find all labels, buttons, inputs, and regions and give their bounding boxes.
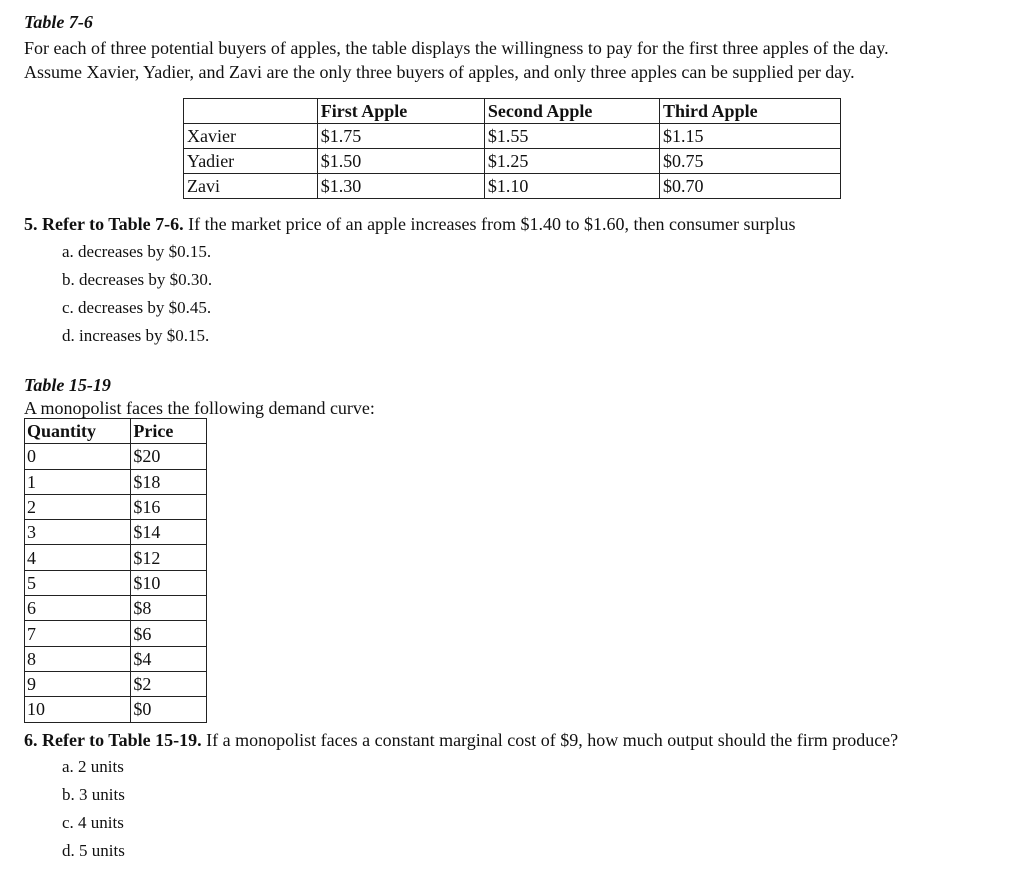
table-row	[25, 570, 207, 595]
buyer-name: Zavi	[184, 174, 318, 199]
table-cell: $0.75	[660, 149, 841, 174]
question-number: 6.	[24, 730, 38, 750]
table-row	[25, 621, 207, 646]
header-price: Price	[131, 419, 207, 444]
answer-choice-b[interactable]: b. 3 units	[62, 785, 125, 804]
question-text: If a monopolist faces a constant marginal cost of $9, how much output should the firm produce?	[201, 730, 899, 750]
answer-choice-d[interactable]: d. increases by $0.15.	[62, 326, 210, 345]
table-cell: $0.70	[660, 174, 841, 199]
quantity-cell: 5	[25, 570, 131, 595]
price-cell: $18	[131, 469, 207, 494]
table-row	[25, 444, 207, 469]
table-row	[25, 671, 207, 696]
question-number: 5.	[24, 214, 38, 234]
question-reference: Refer to Table 7-6.	[42, 214, 184, 234]
table-row	[25, 646, 207, 671]
table-header-row	[25, 419, 207, 444]
quantity-cell: 4	[25, 545, 131, 570]
answer-choice-d[interactable]: d. 5 units	[62, 841, 125, 860]
answer-choice-b[interactable]: b. decreases by $0.30.	[62, 270, 213, 289]
quantity-cell: 7	[25, 621, 131, 646]
table-cell: $1.10	[484, 174, 659, 199]
buyer-name: Xavier	[184, 124, 318, 149]
table-15-19-description: A monopolist faces the following demand curve:	[24, 398, 375, 418]
table-row	[184, 149, 841, 174]
table-row	[25, 494, 207, 519]
quantity-cell: 6	[25, 596, 131, 621]
table-row	[25, 520, 207, 545]
table-row	[25, 596, 207, 621]
quantity-cell: 0	[25, 444, 131, 469]
demand-curve-table	[24, 418, 207, 723]
answer-choice-a[interactable]: a. 2 units	[62, 757, 124, 776]
table-cell: $1.15	[660, 124, 841, 149]
price-cell: $12	[131, 545, 207, 570]
quantity-cell: 2	[25, 494, 131, 519]
table-15-19-title: Table 15-19	[24, 375, 111, 395]
price-cell: $0	[131, 697, 207, 722]
table-7-6-description-line-2: Assume Xavier, Yadier, and Zavi are the only three buyers of apples, and only three apples can be supplied per day.	[24, 62, 855, 82]
quantity-cell: 3	[25, 520, 131, 545]
price-cell: $4	[131, 646, 207, 671]
header-blank	[184, 99, 318, 124]
price-cell: $8	[131, 596, 207, 621]
answer-choice-a[interactable]: a. decreases by $0.15.	[62, 242, 212, 261]
header-first-apple: First Apple	[317, 99, 484, 124]
answer-choice-c[interactable]: c. 4 units	[62, 813, 124, 832]
table-row	[184, 124, 841, 149]
quantity-cell: 10	[25, 697, 131, 722]
willingness-to-pay-table	[183, 98, 841, 199]
price-cell: $16	[131, 494, 207, 519]
answer-choice-c[interactable]: c. decreases by $0.45.	[62, 298, 212, 317]
quantity-cell: 8	[25, 646, 131, 671]
table-row	[184, 174, 841, 199]
price-cell: $2	[131, 671, 207, 696]
table-header-row	[184, 99, 841, 124]
price-cell: $6	[131, 621, 207, 646]
table-cell: $1.75	[317, 124, 484, 149]
table-cell: $1.25	[484, 149, 659, 174]
table-7-6-title: Table 7-6	[24, 12, 93, 32]
question-reference: Refer to Table 15-19.	[42, 730, 202, 750]
table-cell: $1.50	[317, 149, 484, 174]
question-6	[24, 730, 898, 751]
price-cell: $14	[131, 520, 207, 545]
buyer-name: Yadier	[184, 149, 318, 174]
question-5	[24, 214, 795, 235]
header-third-apple: Third Apple	[660, 99, 841, 124]
header-second-apple: Second Apple	[484, 99, 659, 124]
table-row	[25, 697, 207, 722]
table-cell: $1.55	[484, 124, 659, 149]
question-text: If the market price of an apple increases from $1.40 to $1.60, then consumer surplus	[183, 214, 796, 234]
quantity-cell: 1	[25, 469, 131, 494]
table-7-6-description-line-1: For each of three potential buyers of apples, the table displays the willingness to pay for the first three apples of the day.	[24, 38, 889, 58]
table-row	[25, 469, 207, 494]
quantity-cell: 9	[25, 671, 131, 696]
price-cell: $20	[131, 444, 207, 469]
price-cell: $10	[131, 570, 207, 595]
header-quantity: Quantity	[25, 419, 131, 444]
table-row	[25, 545, 207, 570]
table-cell: $1.30	[317, 174, 484, 199]
